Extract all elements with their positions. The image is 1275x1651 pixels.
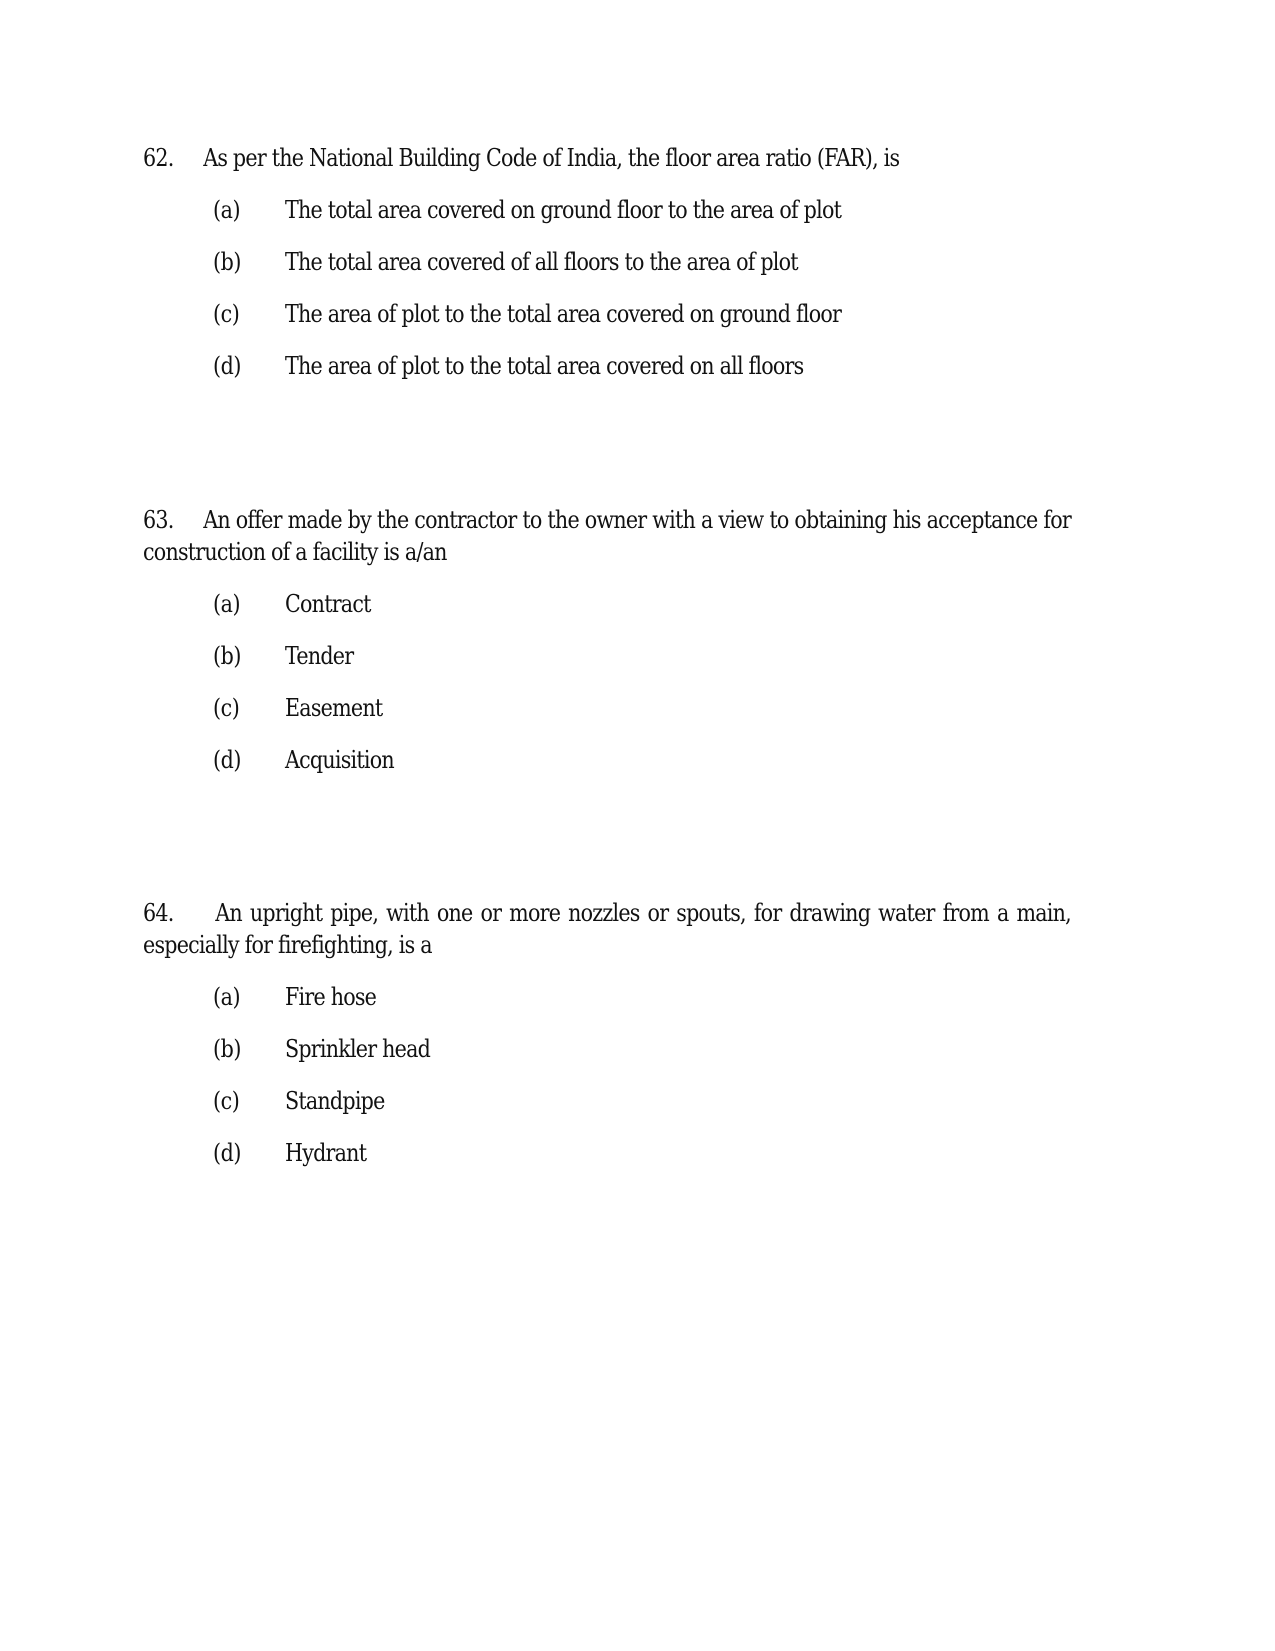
- option-text: The total area covered on ground floor to the area of plot: [285, 196, 842, 224]
- option-letter: (b): [213, 248, 242, 276]
- option-letter: (b): [213, 1035, 242, 1063]
- option-text: Fire hose: [285, 983, 377, 1011]
- option-text: Tender: [285, 642, 354, 670]
- option-a: [143, 981, 1071, 1033]
- option-b: [143, 1033, 1071, 1085]
- option-text: Hydrant: [285, 1139, 367, 1167]
- option-c: [143, 692, 1071, 744]
- option-text: Acquisition: [285, 746, 394, 774]
- option-list: [143, 981, 1071, 1189]
- option-text: Standpipe: [285, 1087, 385, 1115]
- option-letter: (c): [213, 694, 240, 722]
- question-text: An offer made by the contractor to the owner with a view to obtaining his acceptance for construction of a facility is a/an: [143, 506, 1071, 566]
- option-letter: (a): [213, 196, 241, 224]
- option-letter: (d): [213, 1139, 242, 1167]
- question-stem: [143, 897, 1071, 961]
- option-letter: (d): [213, 746, 242, 774]
- option-text: The total area covered of all floors to the area of plot: [285, 248, 798, 276]
- option-list: [143, 194, 1071, 402]
- option-d: [143, 744, 1071, 796]
- option-a: [143, 194, 1071, 246]
- option-c: [143, 1085, 1071, 1137]
- option-letter: (c): [213, 300, 240, 328]
- option-letter: (c): [213, 1087, 240, 1115]
- option-letter: (d): [213, 352, 242, 380]
- question-63: [143, 504, 1071, 796]
- question-64: [143, 897, 1071, 1189]
- option-list: [143, 588, 1071, 796]
- option-text: Sprinkler head: [285, 1035, 431, 1063]
- option-d: [143, 1137, 1071, 1189]
- option-text: The area of plot to the total area covered on all floors: [285, 352, 804, 380]
- option-text: The area of plot to the total area covered on ground floor: [285, 300, 842, 328]
- option-b: [143, 246, 1071, 298]
- question-stem: [143, 142, 1071, 174]
- option-a: [143, 588, 1071, 640]
- question-number: 64.: [143, 899, 174, 927]
- option-letter: (a): [213, 590, 241, 618]
- question-62: [143, 142, 1071, 402]
- question-number: 62.: [143, 144, 174, 172]
- question-stem: [143, 504, 1071, 568]
- option-d: [143, 350, 1071, 402]
- question-number: 63.: [143, 506, 174, 534]
- option-text: Easement: [285, 694, 383, 722]
- option-letter: (a): [213, 983, 241, 1011]
- option-b: [143, 640, 1071, 692]
- option-letter: (b): [213, 642, 242, 670]
- question-text: An upright pipe, with one or more nozzles or spouts, for drawing water from a main, especially for firefighting, is a: [143, 899, 1071, 959]
- option-text: Contract: [285, 590, 371, 618]
- question-text: As per the National Building Code of India, the floor area ratio (FAR), is: [203, 144, 900, 172]
- option-c: [143, 298, 1071, 350]
